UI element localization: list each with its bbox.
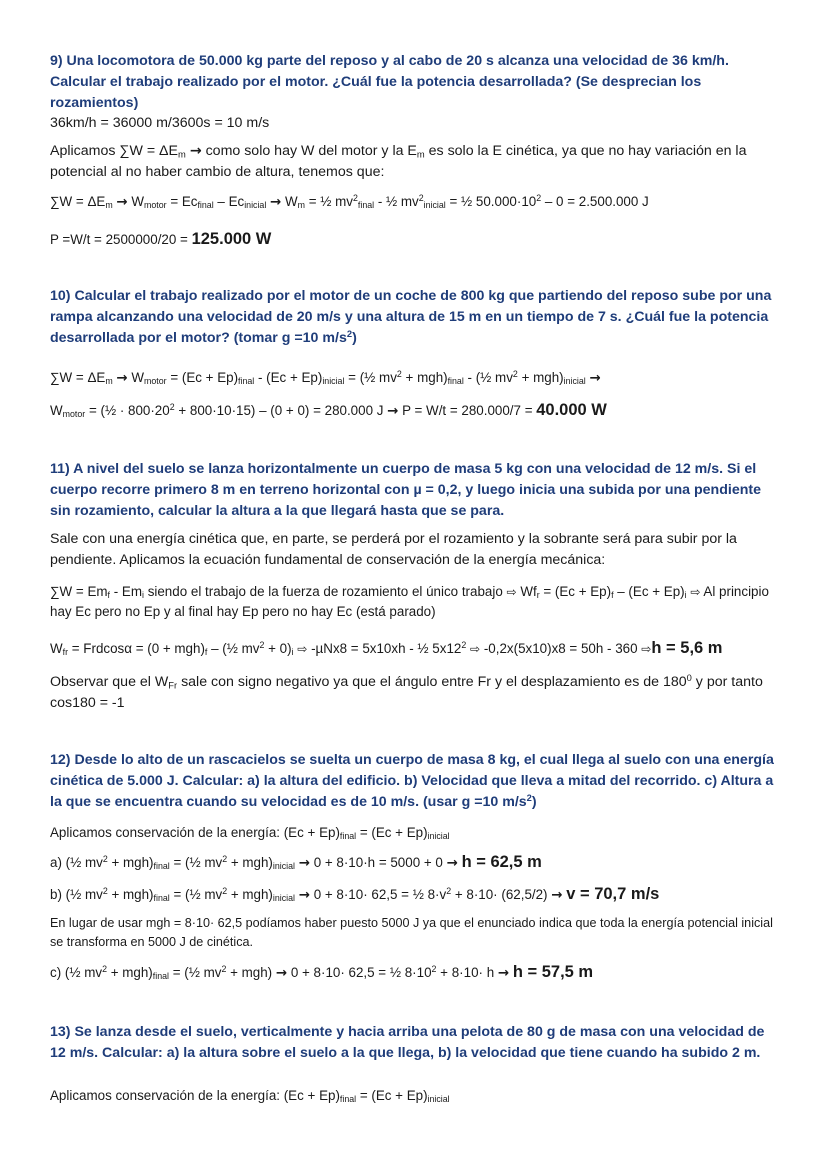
outline-arrow-icon: ⇨ bbox=[506, 585, 517, 599]
problem-12-part-b: b) (½ $mv^2 + mgh)_{final}$ = (½ $mv^2 + mgh)_{inicial} \to 0 + 8\cdot 10\cdot 62,5$ = ½ $8\cdot v^2 + 8\cdot 10\cdot (62,5/2) \to v = 70,7$ m/s bbox=[50, 885, 660, 904]
arrow-right-icon: → bbox=[189, 143, 202, 159]
problem-11-result: h = 5,6 m bbox=[651, 639, 723, 657]
problem-12-conservation: Aplicamos conservación de la energía: $(Ec + Ep)_{final} = (Ec + Ep)_{inicial}$ bbox=[50, 825, 450, 842]
problem-12-statement: 12) Desde lo alto de un rascacielos se suelta un cuerpo de masa 8 kg, el cual llega al suelo con una energía cinética de 5.000 J. Calcular: a) la altura del edificio. b) Velocidad que lleva a mitad del recorrido. c) Altura a la que se encuentra cuando su velocidad es de 10 m/s. (usar g =10 $m/s^2$) bbox=[50, 752, 774, 810]
problem-9-unit-conversion: 36km/h = 36000 m/3600s = 10 m/s bbox=[50, 115, 270, 131]
arrow-right-icon: → bbox=[275, 966, 288, 981]
problem-9-statement: 9) Una locomotora de 50.000 kg parte del reposo y al cabo de 20 s alcanza una velocidad de 36 km/h. Calcular el trabajo realizado por el motor. ¿Cuál fue la potencia desarrollada? (Se desprecian los rozamientos) bbox=[50, 53, 729, 111]
problem-12-result-b: v = 70,7 m/s bbox=[566, 885, 660, 903]
outline-arrow-icon: ⇨ bbox=[297, 642, 308, 656]
problem-10-work-equation: $\sum W = \Delta E_m \to W_{motor} = (Ec + Ep)_{final} - (Ec + Ep)_{inicial}$ = (½ $mv^2 + mgh)_{final}$ - (½ $mv^2 + mgh)_{inicial}$ → bbox=[50, 369, 601, 387]
problem-11-observation: Observar que el $W_{Fr}$ sale con signo negativo ya que el ángulo entre Fr y el desplazamiento es de $180^0$ y por tanto cos180 = -1 bbox=[50, 672, 763, 711]
problem-12-result-c: h = 57,5 m bbox=[512, 963, 594, 981]
problem-11-energy-equation: $\sum W = Em_f - Em_i$ siendo el trabajo de la fuerza de rozamiento el único trabajo ⇨ $Wf_r = (Ec + Ep)_f - (Ec + Ep)_i$ ⇨ Al principio hay Ec pero no Ep y al final hay Ep pero no hay Ec (está parado) bbox=[50, 584, 769, 619]
problem-9-explanation: Aplicamos $\sum W = \Delta E_m$ → como solo hay W del motor y la $E_m$ es solo la E cinética, ya que no hay variación en la potencial al no haber cambio de altura, tenemos que: bbox=[50, 143, 747, 180]
arrow-right-icon: → bbox=[387, 404, 399, 419]
problem-9-result: 125.000 W bbox=[191, 230, 272, 248]
problem-10-statement: 10) Calcular el trabajo realizado por el motor de un coche de 800 kg que partiendo del reposo sube por una rampa alcanzando una velocidad de 20 m/s y una altura de 15 m en un tiempo de 7 s. ¿Cuál fue la potencia desarrollada por el motor? (tomar g =10 $m/s^2$) bbox=[50, 288, 772, 346]
arrow-right-icon: → bbox=[497, 966, 510, 981]
arrow-right-icon: → bbox=[298, 888, 310, 903]
problem-13-conservation: Aplicamos conservación de la energía: $(Ec + Ep)_{final} = (Ec + Ep)_{inicial}$ bbox=[50, 1088, 450, 1105]
problem-12-part-a: a) (½ $mv^2 + mgh)_{final}$ = (½ $mv^2 + mgh)_{inicial} \to 0 + 8\cdot 10\cdot h = 5000 + 0 \to h = 62,5$ m bbox=[50, 853, 542, 872]
problem-9-power-equation: P =W/t = 2500000/20 = 125.000 W bbox=[50, 230, 272, 248]
problem-12-part-c: c) (½ $mv^2 + mgh)_{final}$ = (½ $mv^2 + mgh) \to 0 + 8\cdot 10\cdot 62,5$ = ½ $8\cdot 10^2 + 8\cdot 10\cdot h \to h = 57,5$ m bbox=[50, 963, 594, 982]
problem-12-note: En lugar de usar mgh = 8·10· 62,5 podíamos haber puesto 5000 J ya que el enunciado indica que toda la energía potencial inicial se transforma en 5000 J de cinética. bbox=[50, 916, 773, 949]
arrow-right-icon: → bbox=[589, 371, 601, 386]
arrow-right-icon: → bbox=[116, 195, 128, 210]
arrow-right-icon: → bbox=[446, 856, 458, 871]
problem-11-friction-equation: $W_{fr} = Frdcos\alpha = (0 + mgh)_f$ – (½ $mv^2 + 0)_i$ ⇨ -µNx8 = 5x10xh - ½ $5x12^2$ ⇨ -0,2x(5x10)x8 = 50h - 360 ⇨h = 5,6 m bbox=[50, 639, 723, 658]
outline-arrow-icon: ⇨ bbox=[641, 642, 652, 656]
problem-13-statement: 13) Se lanza desde el suelo, verticalmente y hacia arriba una pelota de 80 g de masa con una velocidad de 12 m/s. Calcular: a) la altura sobre el suelo a la que llega, b) la velocidad que tiene cuando ha subido 2 m. bbox=[50, 1024, 765, 1061]
problem-11-intro: Sale con una energía cinética que, en parte, se perderá por el rozamiento y la sobrante será para subir por la pendiente. Aplicamos la ecuación fundamental de conservación de la energía mecánica: bbox=[50, 531, 737, 568]
problem-10-power-equation: $W_{motor}$ = (½ · $800\cdot 20^2 + 800\cdot 10\cdot 15) - (0 + 0) = 280.000$ J → P = W/t = 280.000/7 = 40.000 W bbox=[50, 401, 607, 420]
arrow-right-icon: → bbox=[116, 371, 128, 386]
outline-arrow-icon: ⇨ bbox=[690, 585, 701, 599]
arrow-right-icon: → bbox=[298, 856, 310, 871]
arrow-right-icon: → bbox=[551, 888, 563, 903]
outline-arrow-icon: ⇨ bbox=[470, 642, 481, 656]
problem-9-work-equation: $\sum W = \Delta E_m \to W_{motor} = Ec_{final} - Ec_{inicial} \to W_m$ = ½ $mv^2_{final}$ - ½ $mv^2_{inicial}$ = ½ $50.000\cdot 10^2 - 0 = 2.500.000$ J bbox=[50, 193, 649, 211]
problem-12-result-a: h = 62,5 m bbox=[461, 853, 542, 871]
problem-10-result: 40.000 W bbox=[536, 401, 607, 419]
problem-11-statement: 11) A nivel del suelo se lanza horizontalmente un cuerpo de masa 5 kg con una velocidad de 12 m/s. Si el cuerpo recorre primero 8 m en terreno horizontal con µ = 0,2, y luego inicia una subida por una pendiente sin rozamiento, calcular la altura a la que llegará hasta que se para. bbox=[50, 461, 762, 519]
arrow-right-icon: → bbox=[270, 195, 282, 210]
